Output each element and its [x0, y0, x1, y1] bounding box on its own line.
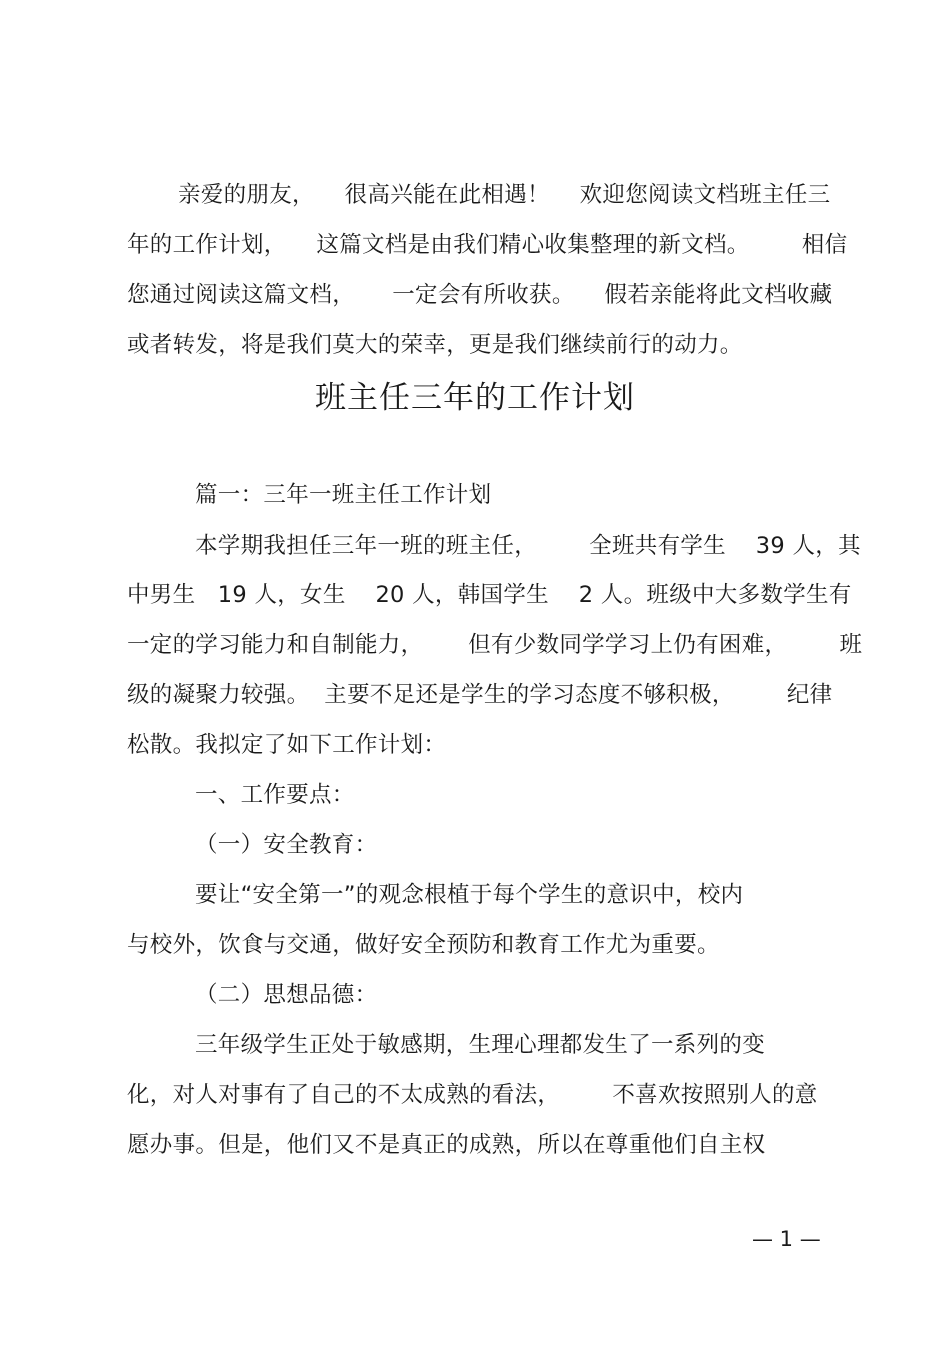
- document-title: 班主任三年的工作计划: [315, 380, 635, 416]
- intro-line-3: 您通过阅读这篇文档， 一定会有所收获。 假若亲能将此文档收藏: [127, 282, 833, 308]
- body-line: 本学期我担任三年一班的班主任， 全班共有学生 39 人，其: [195, 533, 861, 559]
- body-line: 与校外，饮食与交通，做好安全预防和教育工作尤为重要。: [127, 932, 720, 958]
- body-line: 化，对人对事有了自己的不太成熟的看法， 不喜欢按照别人的意: [127, 1082, 818, 1108]
- list-heading: 一、工作要点：: [195, 782, 355, 808]
- subsection-heading: （二）思想品德：: [195, 982, 378, 1008]
- intro-line-1: 亲爱的朋友， 很高兴能在此相遇！ 欢迎您阅读文档班主任三: [178, 182, 831, 208]
- body-line: 愿办事。但是，他们又不是真正的成熟，所以在尊重他们自主权: [127, 1132, 766, 1158]
- body-line: 一定的学习能力和自制能力， 但有少数同学学习上仍有困难， 班: [127, 632, 863, 658]
- body-line: 要让“安全第一”的观念根植于每个学生的意识中，校内: [195, 882, 744, 908]
- page-number: — 1 —: [752, 1227, 821, 1251]
- body-line: 三年级学生正处于敏感期，生理心理都发生了一系列的变: [195, 1032, 766, 1058]
- body-line: 级的凝聚力较强。 主要不足还是学生的学习态度不够积极， 纪律: [127, 682, 833, 708]
- section-heading: 篇一：三年一班主任工作计划: [195, 482, 492, 508]
- intro-line-2: 年的工作计划， 这篇文档是由我们精心收集整理的新文档。 相信: [127, 232, 848, 258]
- intro-line-4: 或者转发，将是我们莫大的荣幸，更是我们继续前行的动力。: [127, 332, 743, 358]
- body-line: 中男生 19 人，女生 20 人，韩国学生 2 人。班级中大多数学生有: [127, 582, 852, 608]
- subsection-heading: （一）安全教育：: [195, 832, 378, 858]
- body-line: 松散。我拟定了如下工作计划：: [127, 732, 447, 758]
